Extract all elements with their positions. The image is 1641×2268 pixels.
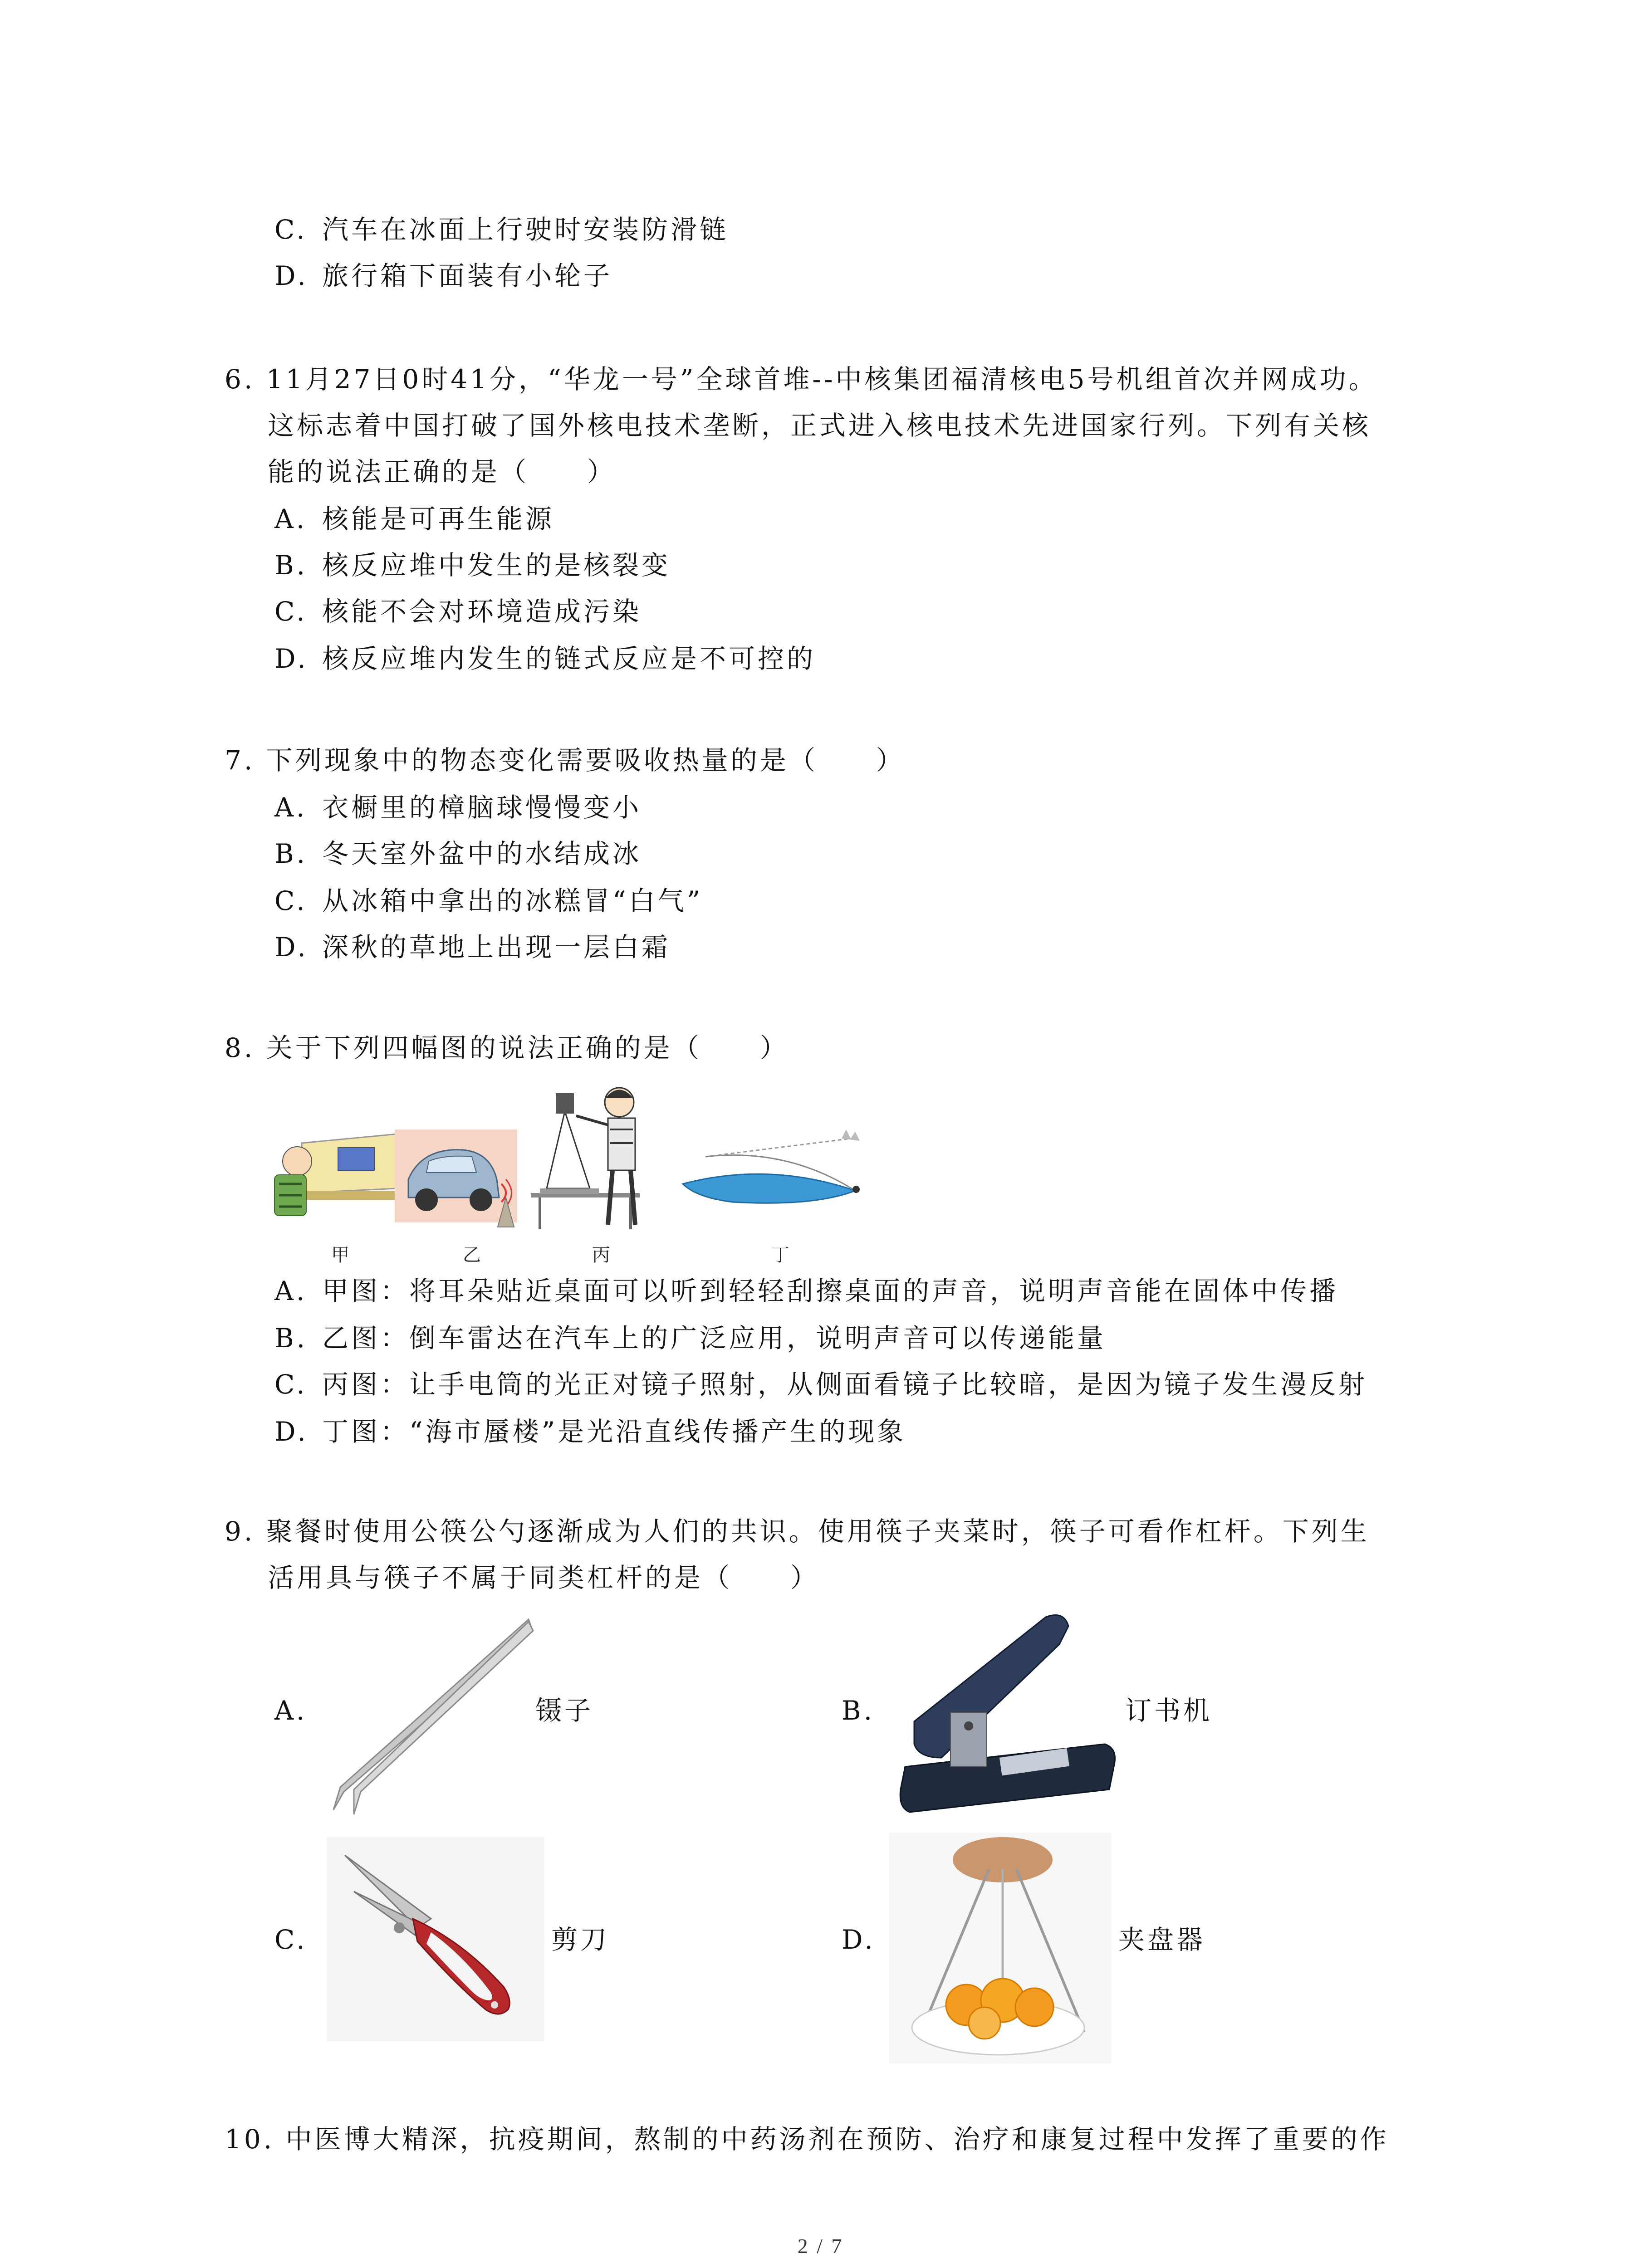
option-label: C. (274, 1369, 308, 1400)
option-label: D. (274, 932, 309, 963)
q9-stem-line2: 活用具与筷子不属于同类杠杆的是（ ） (268, 1562, 820, 1593)
option-text: 核能是可再生能源 (322, 503, 555, 534)
option-label: C. (274, 596, 308, 627)
option-label: D. (274, 643, 309, 674)
q6-stem-line1: 6. 11月27日0时41分，“华龙一号”全球首堆--中核集团福清核电5号机组首次并网成功。 (225, 364, 1378, 395)
q8-figure-bing (522, 1080, 662, 1229)
option-text: 核反应堆中发生的是核裂变 (322, 550, 671, 581)
page-number: 2 / 7 (797, 2234, 844, 2258)
option-label: D. (274, 1416, 309, 1447)
option-label: C. (274, 885, 308, 916)
option-text: 汽车在冰面上行驶时安装防滑链 (322, 214, 729, 245)
option-label: B. (274, 550, 308, 581)
q9-option-a-text: 镊子 (535, 1695, 594, 1726)
option-label: A. (274, 503, 308, 534)
q8-stem: 8. 关于下列四幅图的说法正确的是（ ） (225, 1032, 789, 1063)
option-label: D. (274, 260, 309, 291)
option-text: 冬天室外盆中的水结成冰 (322, 838, 642, 869)
option-text: 乙图：倒车雷达在汽车上的广泛应用，说明声音可以传递能量 (322, 1323, 1107, 1354)
option-text: 从冰箱中拿出的冰糕冒“白气” (322, 885, 703, 916)
fig-label-yi: 乙 (463, 1245, 481, 1266)
fig-label-ding: 丁 (771, 1245, 789, 1266)
option-text: 甲图：将耳朵贴近桌面可以听到轻轻刮擦桌面的声音，说明声音能在固体中传播 (322, 1276, 1339, 1306)
option-text: 深秋的草地上出现一层白霜 (322, 932, 671, 963)
option-label: A. (274, 1276, 308, 1306)
option-text: 旅行箱下面装有小轮子 (322, 260, 613, 291)
fig-label-jia: 甲 (331, 1245, 349, 1266)
q7-stem: 7. 下列现象中的物态变化需要吸收热量的是（ ） (225, 745, 905, 776)
option-label: A. (274, 792, 308, 823)
q8-figure-ding (678, 1129, 869, 1211)
option-label: B. (274, 1323, 308, 1354)
stapler-image (896, 1608, 1123, 1817)
q9-option-b-label: B. (842, 1695, 875, 1726)
option-text: 衣橱里的樟脑球慢慢变小 (322, 792, 642, 823)
option-label: C. (274, 214, 308, 245)
q9-option-b-text: 订书机 (1125, 1695, 1213, 1726)
fig-label-bing: 丙 (592, 1245, 610, 1266)
option-text: 核反应堆内发生的链式反应是不可控的 (322, 643, 816, 674)
q10-stem: 10. 中医博大精深，抗疫期间，熬制的中药汤剂在预防、治疗和康复过程中发挥了重要的作 (225, 2124, 1389, 2155)
q8-figure-jia (270, 1111, 402, 1225)
q8-figure-yi-cone (497, 1198, 515, 1229)
q6-stem-line3: 能的说法正确的是（ ） (268, 456, 617, 487)
option-text: 丙图：让手电筒的光正对镜子照射，从侧面看镜子比较暗，是因为镜子发生漫反射 (322, 1369, 1368, 1400)
q9-option-c-label: C. (274, 1924, 308, 1955)
option-text: 核能不会对环境造成污染 (322, 596, 642, 627)
q6-stem-line2: 这标志着中国打破了国外核电技术垄断，正式进入核电技术先进国家行列。下列有关核 (268, 410, 1372, 441)
q9-option-d-label: D. (842, 1924, 876, 1955)
q9-option-c-text: 剪刀 (551, 1924, 610, 1955)
tweezers-image (322, 1610, 535, 1823)
scissors-image (327, 1837, 544, 2041)
q9-option-a-label: A. (274, 1695, 308, 1726)
q9-stem-line1: 9. 聚餐时使用公筷公勺逐渐成为人们的共识。使用筷子夹菜时，筷子可看作杠杆。下列生 (225, 1516, 1370, 1547)
q9-option-d-text: 夹盘器 (1118, 1924, 1206, 1955)
option-label: B. (274, 838, 308, 869)
option-text: 丁图：“海市蜃楼”是光沿直线传播产生的现象 (322, 1416, 906, 1447)
plate-gripper-image (889, 1833, 1112, 2064)
